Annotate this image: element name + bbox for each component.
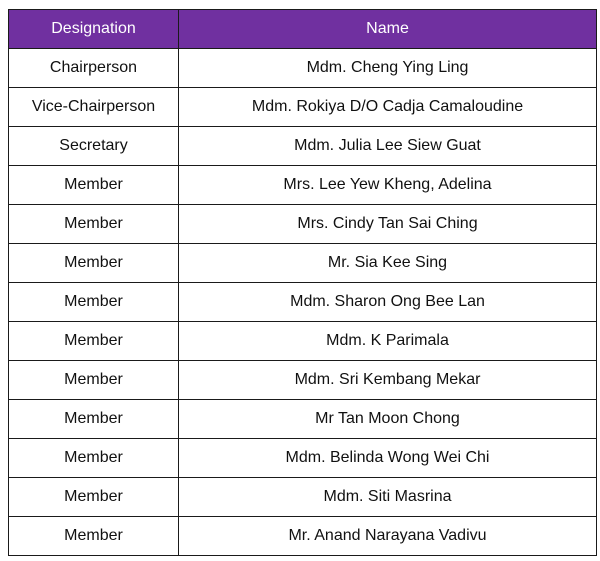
table-row [9, 478, 597, 517]
name-cell: Mdm. Belinda Wong Wei Chi [179, 439, 597, 478]
designation-cell: Chairperson [9, 49, 179, 88]
name-cell: Mdm. Sharon Ong Bee Lan [179, 283, 597, 322]
designation-cell: Member [9, 400, 179, 439]
header-designation: Designation [9, 10, 179, 49]
name-cell: Mdm. Cheng Ying Ling [179, 49, 597, 88]
header-name: Name [179, 10, 597, 49]
table-row [9, 88, 597, 127]
designation-cell: Member [9, 166, 179, 205]
name-cell: Mrs. Lee Yew Kheng, Adelina [179, 166, 597, 205]
table-row [9, 322, 597, 361]
table-header-row [9, 10, 597, 49]
designation-cell: Secretary [9, 127, 179, 166]
name-cell: Mdm. Siti Masrina [179, 478, 597, 517]
table-row [9, 244, 597, 283]
designation-cell: Member [9, 283, 179, 322]
committee-table-container [8, 9, 597, 556]
designation-cell: Member [9, 322, 179, 361]
table-row [9, 439, 597, 478]
designation-cell: Member [9, 439, 179, 478]
name-cell: Mdm. K Parimala [179, 322, 597, 361]
name-cell: Mdm. Sri Kembang Mekar [179, 361, 597, 400]
table-row [9, 517, 597, 556]
table-row [9, 205, 597, 244]
name-cell: Mrs. Cindy Tan Sai Ching [179, 205, 597, 244]
table-row [9, 361, 597, 400]
designation-cell: Vice-Chairperson [9, 88, 179, 127]
designation-cell: Member [9, 205, 179, 244]
designation-cell: Member [9, 244, 179, 283]
name-cell: Mdm. Julia Lee Siew Guat [179, 127, 597, 166]
name-cell: Mr Tan Moon Chong [179, 400, 597, 439]
name-cell: Mr. Sia Kee Sing [179, 244, 597, 283]
committee-table [8, 9, 597, 556]
name-cell: Mr. Anand Narayana Vadivu [179, 517, 597, 556]
designation-cell: Member [9, 361, 179, 400]
table-row [9, 283, 597, 322]
table-row [9, 166, 597, 205]
table-row [9, 127, 597, 166]
table-row [9, 49, 597, 88]
name-cell: Mdm. Rokiya D/O Cadja Camaloudine [179, 88, 597, 127]
designation-cell: Member [9, 478, 179, 517]
designation-cell: Member [9, 517, 179, 556]
table-row [9, 400, 597, 439]
